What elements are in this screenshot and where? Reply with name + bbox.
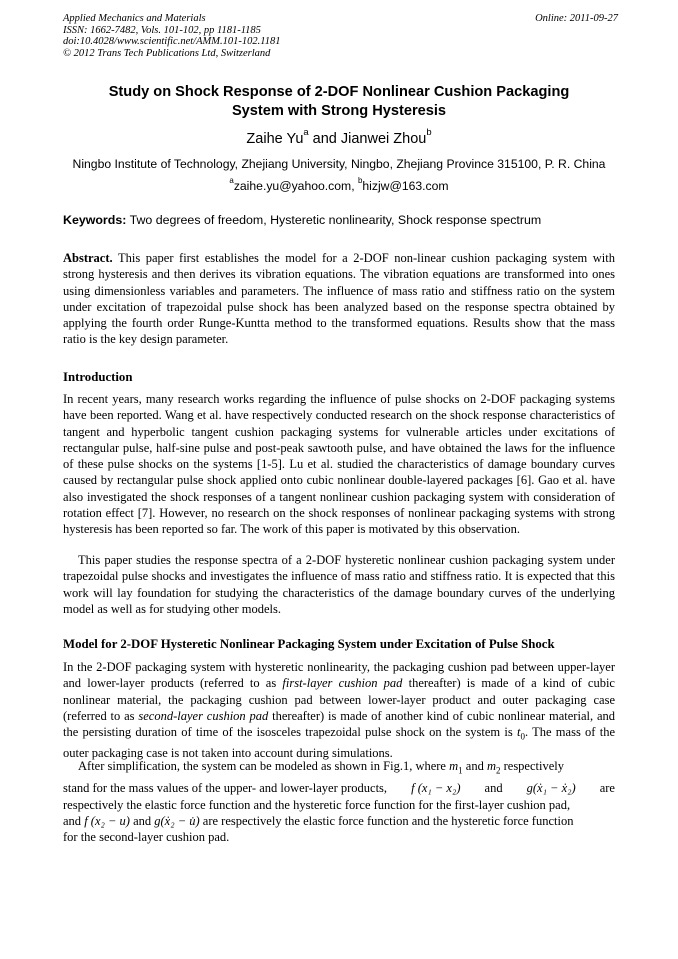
doi-line: doi:10.4028/www.scientific.net/AMM.101-102.1181 bbox=[63, 36, 281, 47]
author-1: Zaihe Yu bbox=[246, 131, 304, 147]
author-2: Jianwei Zhou bbox=[340, 131, 427, 147]
model-paragraph-1 bbox=[63, 659, 615, 761]
term-second-layer-pad: second-layer cushion pad bbox=[138, 708, 269, 723]
copyright-line: © 2012 Trans Tech Publications Ltd, Switzerland bbox=[63, 47, 271, 59]
model-paragraph-2-line-4 bbox=[63, 813, 615, 829]
email-2[interactable]: hizjw@163.com bbox=[362, 179, 449, 193]
formula-g-x1dot-x2dot: g(ẋ₁ − ẋ₂) bbox=[526, 781, 576, 795]
model-p1-text-a: In the 2-DOF packaging system with hysteretic nonlinearity, the packaging cushion pad between upper-layer and lower-layer products (referred to as bbox=[63, 660, 615, 691]
model-p3-are: are bbox=[599, 781, 615, 795]
paper-title bbox=[63, 83, 615, 121]
introduction-paragraph-2: This paper studies the response spectra of a 2-DOF hysteretic nonlinear cushion packaging system under trapezoidal pulse shocks and investigates the influence of mass ratio and stiffness ratio. It is expected that this work will lay foundation for studying the characteristics of the damage boundary curves of the underlying model as well as for studying other models. bbox=[63, 553, 615, 616]
symbol-m1: m bbox=[449, 759, 459, 773]
title-line-1: Study on Shock Response of 2-DOF Nonlinear Cushion Packaging bbox=[108, 84, 570, 100]
model-p1-text-c: thereafter) is made of another kind of cubic nonlinear material, and the persisting duration of time of the isosceles trapezoidal pulse shock on the system is bbox=[63, 708, 615, 740]
author-conjunction: and bbox=[308, 131, 341, 147]
symbol-t0-subscript: 0 bbox=[520, 731, 525, 742]
abstract-label: Abstract. bbox=[63, 251, 113, 265]
model-p2-text bbox=[78, 758, 564, 779]
model-p1-text-d: . The mass of the outer packaging case is not taken into account during simulations. bbox=[63, 725, 615, 760]
model-p5-text: are respectively the elastic force function and the hysteretic force function bbox=[199, 814, 574, 828]
author-1-marker: a bbox=[303, 125, 309, 137]
issn-line: ISSN: 1662-7482, Vols. 101-102, pp 1181-1185 bbox=[63, 24, 261, 36]
email-1[interactable]: zaihe.yu@yahoo.com, bbox=[233, 179, 358, 193]
model-paragraph-2-line-3: respectively the elastic force function and the hysteretic force function for the first-layer cushion pad, bbox=[63, 798, 571, 812]
authors bbox=[63, 125, 615, 148]
model-p2-text-b: respectively bbox=[500, 759, 564, 773]
affiliation: Ningbo Institute of Technology, Zhejiang University, Ningbo, Zhejiang Province 315100, P. R. China bbox=[72, 157, 606, 171]
symbol-m2-subscript: 2 bbox=[495, 765, 501, 776]
model-paragraph-2-line-5: for the second-layer cushion pad. bbox=[63, 830, 230, 844]
term-first-layer-pad: first-layer cushion pad bbox=[282, 676, 403, 691]
keywords-text: Two degrees of freedom, Hysteretic nonlinearity, Shock response spectrum bbox=[126, 213, 542, 227]
model-p5-and-2: and bbox=[133, 814, 152, 828]
introduction-heading: Introduction bbox=[63, 370, 133, 384]
model-p1-text-b: thereafter) is made of a kind of cubic nonlinear material, the packaging cushion pad between lower-layer product and outer packaging case (referred to as bbox=[63, 676, 615, 723]
abstract-text: This paper first establishes the model for a 2-DOF non-linear cushion packaging system with strong hysteresis and then derives its vibration equations. The vibration equations are transformed into ones using dimensionless variables and parameters. The influence of mass ratio and stiffness ratio on the system under excitation of trapezoidal pulse shock has been analyzed based on the response spectra obtained by applying the fourth order Runge-Kuntta method to the transformed equations. Results show that the mass ratio is the key design parameter. bbox=[63, 251, 615, 347]
journal-name: Applied Mechanics and Materials bbox=[63, 13, 206, 24]
model-paragraph-2-line-1 bbox=[63, 758, 615, 779]
formula-g-x2dot-udot: g(ẋ₂ − u̇) bbox=[154, 814, 200, 828]
email-1-marker: a bbox=[229, 175, 234, 185]
formula-f-x1-x2: f (x₁ − x₂) bbox=[411, 781, 461, 795]
abstract bbox=[63, 250, 615, 348]
model-section-heading: Model for 2-DOF Hysteretic Nonlinear Packaging System under Excitation of Pulse Shock bbox=[63, 637, 555, 651]
publication-header bbox=[63, 13, 618, 59]
model-p3-and: and bbox=[484, 781, 503, 795]
author-emails bbox=[63, 175, 615, 194]
email-2-marker: b bbox=[357, 175, 363, 185]
symbol-m1-subscript: 1 bbox=[458, 765, 463, 776]
model-p3-text: stand for the mass values of the upper- and lower-layer products, bbox=[63, 781, 388, 795]
model-p5-and: and bbox=[63, 814, 82, 828]
formula-f-x2-u: f (x₂ − u) bbox=[84, 814, 130, 828]
online-date: Online: 2011-09-27 bbox=[535, 13, 618, 24]
model-p2-and: and bbox=[462, 759, 487, 773]
symbol-m2: m bbox=[486, 759, 496, 773]
keywords-label: Keywords: bbox=[63, 213, 127, 227]
author-2-marker: b bbox=[426, 125, 432, 137]
model-paragraph-2-line-2 bbox=[63, 780, 615, 796]
model-p2-text-a: After simplification, the system can be modeled as shown in Fig.1, where bbox=[78, 759, 450, 773]
keywords bbox=[63, 212, 615, 228]
title-line-2: System with Strong Hysteresis bbox=[231, 103, 447, 119]
introduction-paragraph-1: In recent years, many research works regarding the influence of pulse shocks on 2-DOF packaging systems have been reported. Wang et al. have respectively conducted research on the shock response characteristics of tangent and hyperbolic tangent cushion packaging systems for vulnerable articles under excitations of rectangular pulse, half-sine pulse and post-peak sawtooth pulse, and have obtained the laws for the influence of these pulse shocks on the systems [1-5]. Lu et al. studied the characteristics of damage boundary curves caused by rectangular pulse shock applied onto cubic nonlinear double-layered packages [6]. Gao et al. have also investigated the shock responses of a tangent nonlinear cushion packaging system with consideration of rotation effect [7]. However, no research on the shock responses of nonlinear packaging systems with strong hysteresis has been reported so far. The work of this paper is motivated by this observation. bbox=[63, 392, 615, 537]
symbol-t0: t bbox=[516, 725, 521, 740]
